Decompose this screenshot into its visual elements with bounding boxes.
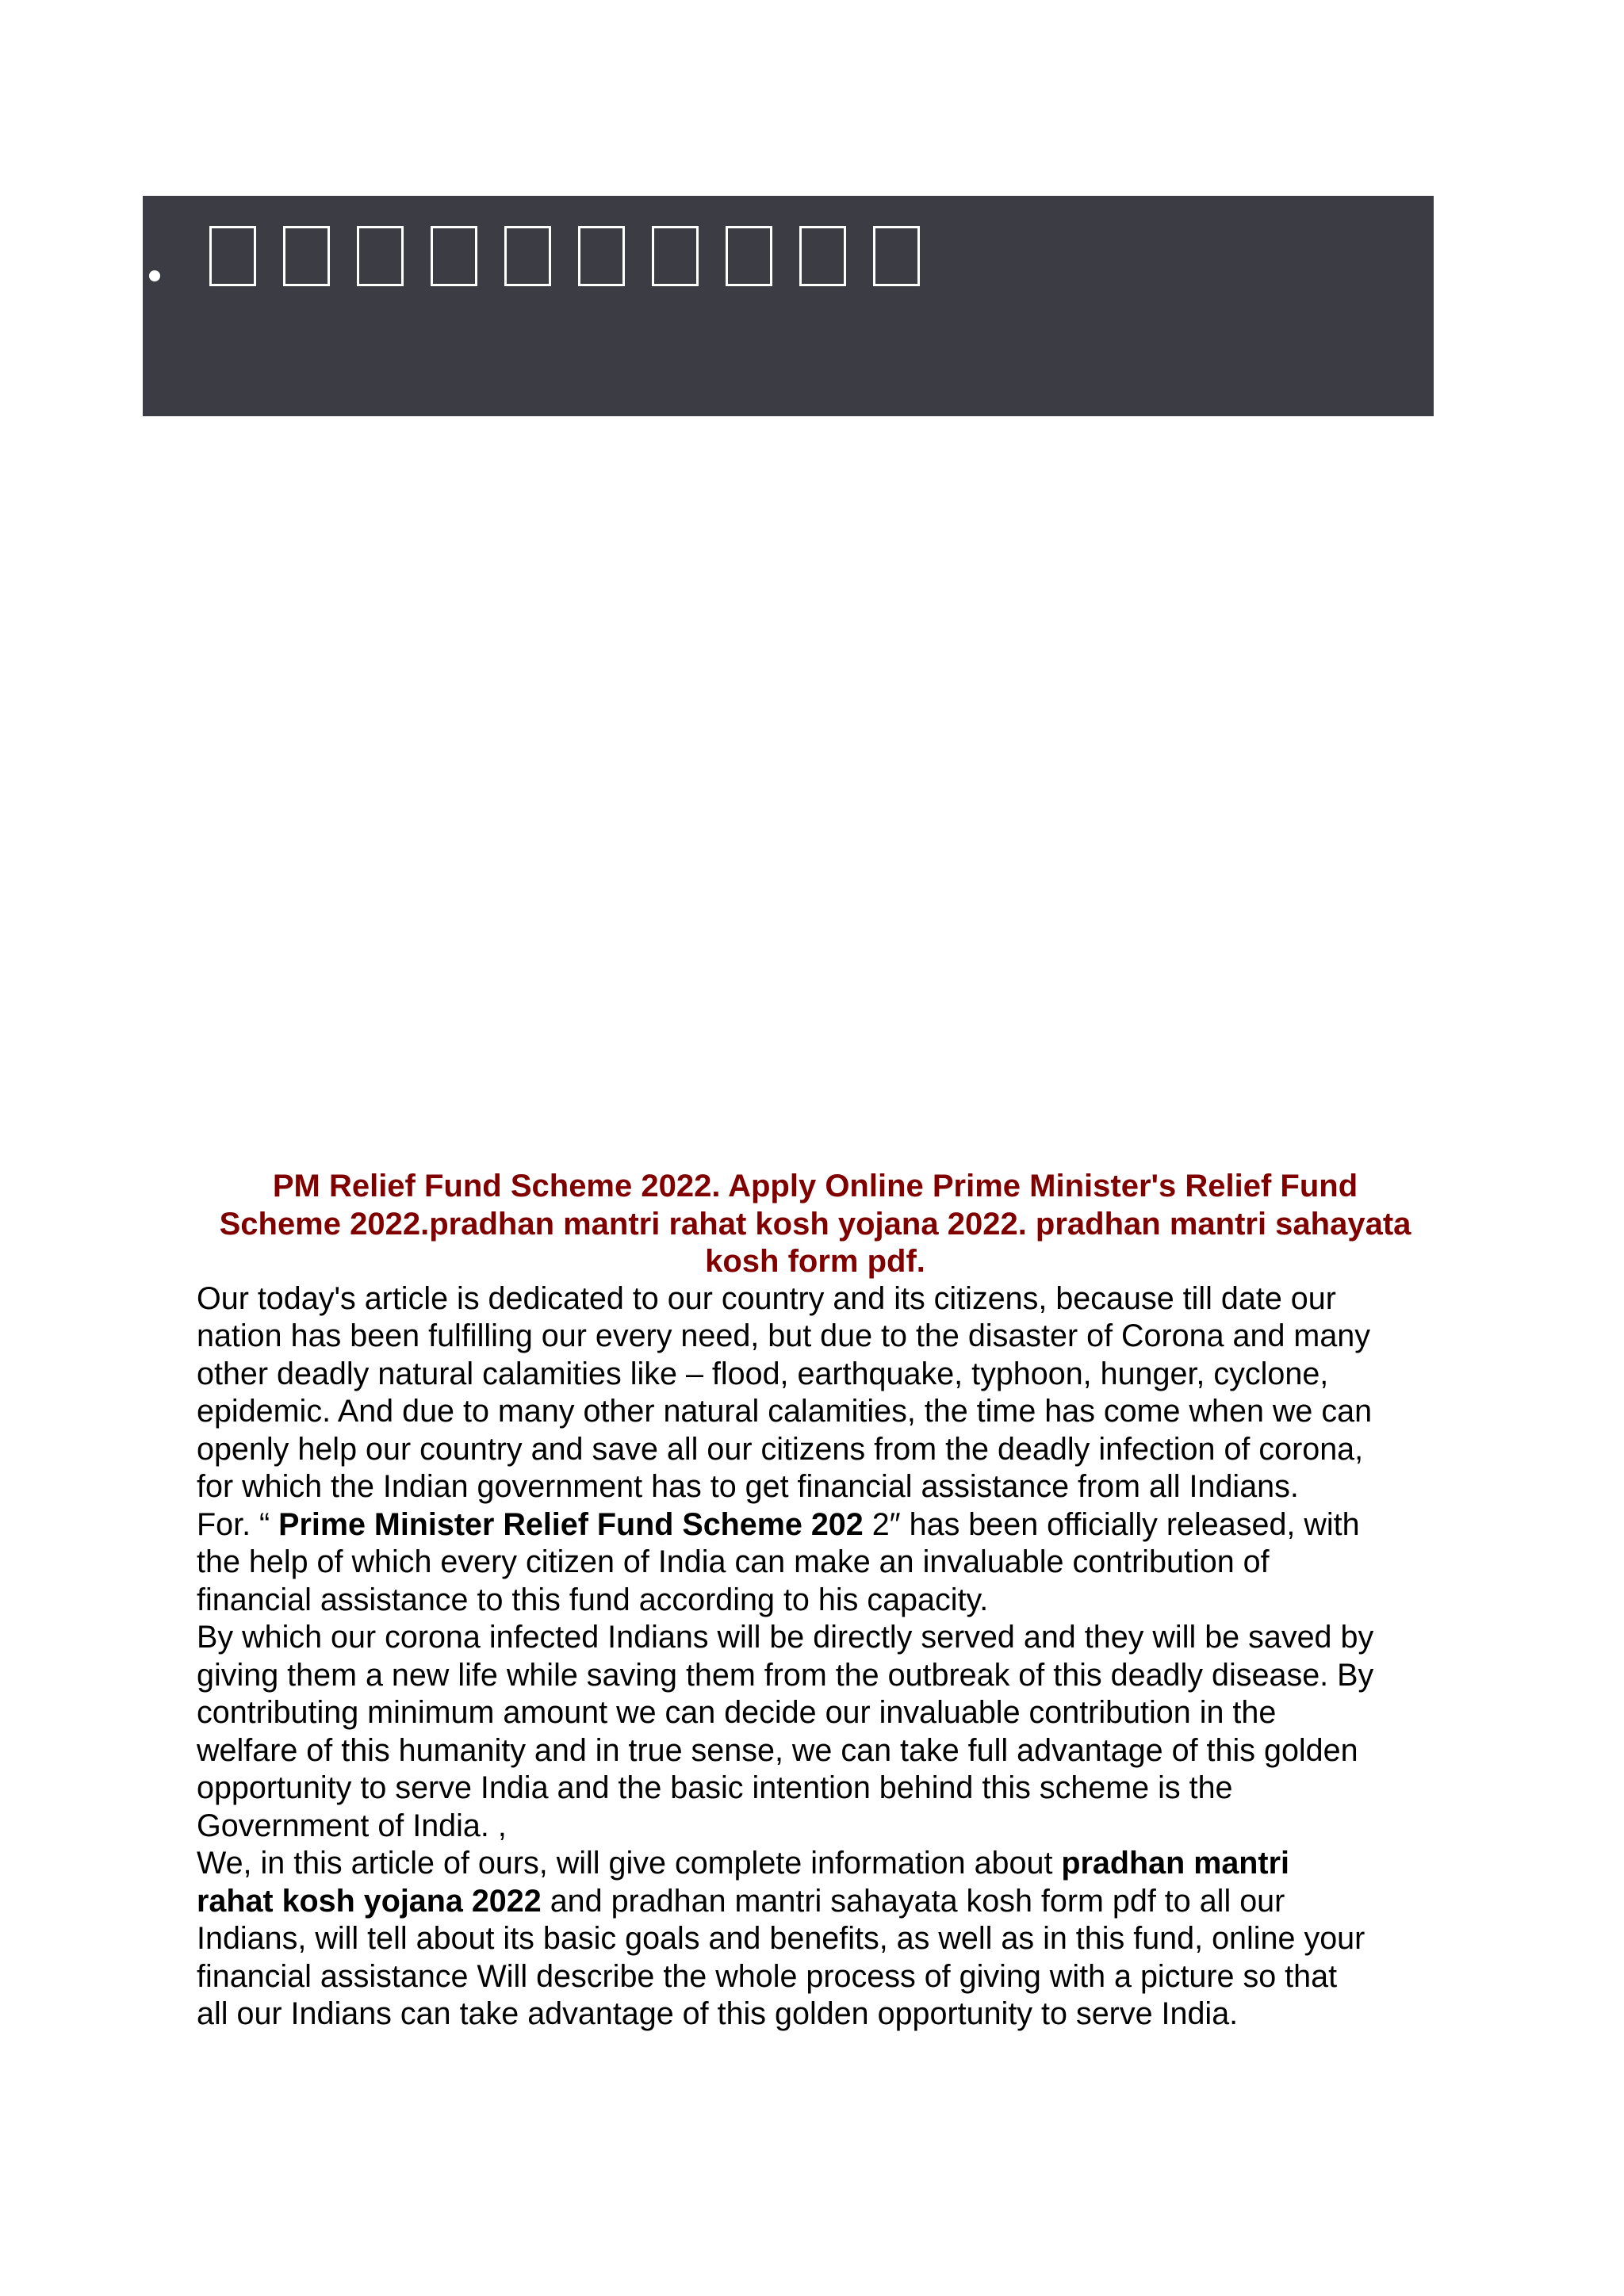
text-line: contributing minimum amount we can decide our invaluable contribution in the xyxy=(197,1695,1277,1730)
text-line: the help of which every citizen of India can make an invaluable contribution of xyxy=(197,1544,1270,1579)
text-line: welfare of this humanity and in true sense, we can take full advantage of this golden xyxy=(197,1732,1358,1768)
text-line: openly help our country and save all our citizens from the deadly infection of corona, xyxy=(197,1431,1364,1467)
missing-glyph-box xyxy=(357,226,404,286)
scheme-name: Prime Minister Relief Fund Scheme 202 xyxy=(278,1506,864,1542)
missing-glyph-box xyxy=(652,226,699,286)
text-line: nation has been fulfilling our every need, but due to the disaster of Corona and many xyxy=(197,1318,1371,1353)
yojana-name: pradhan mantri xyxy=(1061,1846,1289,1881)
article xyxy=(197,1167,1434,2034)
text-line xyxy=(197,1883,1434,1921)
text-line xyxy=(197,1845,1434,1883)
missing-glyph-box xyxy=(504,226,551,286)
article-body xyxy=(197,1280,1434,2034)
text-line: Indians, will tell about its basic goals and benefits, as well as in this fund, online your xyxy=(197,1921,1365,1956)
article-title xyxy=(197,1167,1434,1280)
bullet-icon xyxy=(149,270,160,281)
text-run: and pradhan mantri sahayata kosh form pdf to all our xyxy=(541,1883,1285,1919)
header-banner xyxy=(143,196,1434,416)
text-line: financial assistance Will describe the whole process of giving with a picture so that xyxy=(197,1958,1338,1994)
title-line: PM Relief Fund Scheme 2022. Apply Online Prime Minister's Relief Fund xyxy=(272,1169,1358,1203)
missing-glyph-box xyxy=(799,226,846,286)
text-run: We, in this article of ours, will give complete information about xyxy=(197,1846,1062,1881)
text-line: Government of India. , xyxy=(197,1808,507,1843)
title-line: kosh form pdf. xyxy=(705,1244,925,1279)
text-line: By which our corona infected Indians will be directly served and they will be saved by xyxy=(197,1620,1374,1655)
paragraph-benefits xyxy=(197,1619,1434,1845)
missing-glyph-box xyxy=(209,226,256,286)
text-run: 2″ has been officially released, with xyxy=(863,1506,1360,1542)
text-line: other deadly natural calamities like – flood, earthquake, typhoon, hunger, cyclone, xyxy=(197,1356,1329,1391)
missing-glyph-box xyxy=(578,226,625,286)
missing-glyph-box xyxy=(431,226,477,286)
paragraph-scheme xyxy=(197,1506,1434,1620)
text-line: giving them a new life while saving them from the outbreak of this deadly disease. By xyxy=(197,1657,1374,1693)
missing-glyph-box xyxy=(873,226,920,286)
missing-glyph-box xyxy=(283,226,330,286)
text-line: for which the Indian government has to get financial assistance from all Indians. xyxy=(197,1469,1299,1504)
text-line: financial assistance to this fund according to his capacity. xyxy=(197,1582,989,1617)
yojana-name: rahat kosh yojana 2022 xyxy=(197,1883,542,1919)
unrendered-glyph-row xyxy=(209,226,947,286)
text-line: Our today's article is dedicated to our country and its citizens, because till date our xyxy=(197,1280,1336,1316)
paragraph-overview xyxy=(197,1845,1434,2034)
text-line xyxy=(197,1506,1434,1544)
text-line: all our Indians can take advantage of this golden opportunity to serve India. xyxy=(197,1996,1239,2031)
text-line: opportunity to serve India and the basic intention behind this scheme is the xyxy=(197,1770,1233,1805)
text-run: For. “ xyxy=(197,1506,279,1542)
text-line: epidemic. And due to many other natural calamities, the time has come when we can xyxy=(197,1394,1373,1429)
missing-glyph-box xyxy=(726,226,772,286)
paragraph-intro xyxy=(197,1280,1434,1506)
title-line: Scheme 2022.pradhan mantri rahat kosh yojana 2022. pradhan mantri sahayata xyxy=(219,1206,1411,1242)
